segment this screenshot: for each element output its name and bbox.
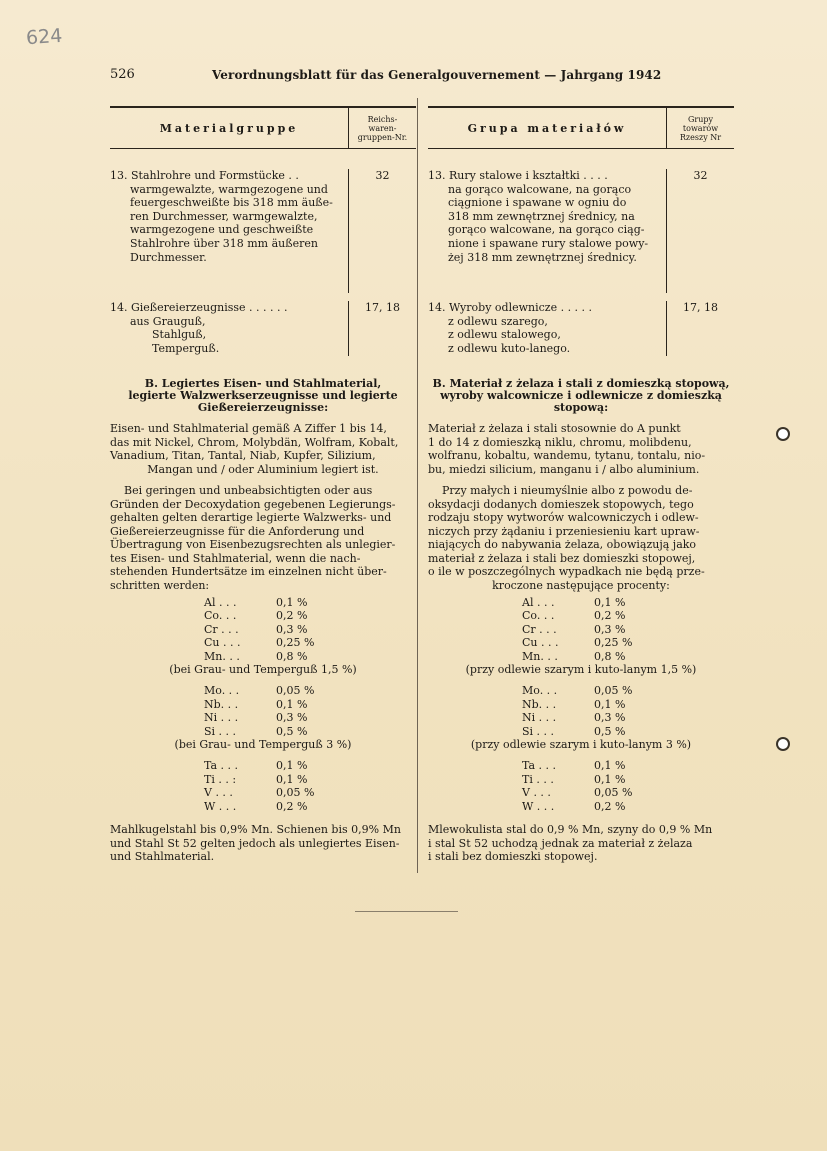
punch-hole (776, 427, 790, 441)
paragraph: Materiał z żelaza i stali stosownie do A punkt 1 do 14 z domieszką niklu, chromu, molibdenu, wolfranu, kobaltu, wandemu, tytanu, tontalu, nio- bu, miedzi silicium, manganu i / albo aluminium. (428, 422, 706, 476)
list-item: Cu . . . 0,25 % (522, 636, 633, 650)
list-item: V . . . 0,05 % (204, 786, 315, 800)
column-header-number: Reichs- waren- gruppen-Nr. (348, 108, 416, 148)
handwritten-page-note: 624 (25, 24, 63, 50)
list-item: Mn. . . 0,8 % (522, 649, 626, 663)
table-header (110, 108, 416, 149)
list-item: Ti . . : 0,1 % (204, 772, 308, 786)
group-number: 17, 18 (666, 301, 734, 356)
list-item: Si . . . 0,5 % (204, 724, 308, 738)
list-item: Ti . . . 0,1 % (522, 772, 626, 786)
list-item: Nb. . . 0,1 % (204, 697, 308, 711)
list-item: Co. . . 0,2 % (204, 609, 308, 623)
paragraph: Mlewokulista stal do 0,9 % Mn, szyny do 0,9 % Mn i stal St 52 uchodzą jednak za materiał z żelaza i stali bez domieszki stopowej. (428, 823, 713, 864)
column-divider (417, 98, 418, 873)
list-item: Ni . . . 0,3 % (204, 711, 308, 725)
list-item: Co. . . 0,2 % (522, 609, 626, 623)
list-item: Si . . . 0,5 % (522, 724, 626, 738)
table-row: 14. Wyroby odlewnicze . . . . . z odlewu szarego, z odlewu stalowego, z odlewu kuto-lanego. 17, 18 (428, 293, 734, 356)
table-row: 13. Stahlrohre und Formstücke . . warmgewalzte, warmgezogene und feuergeschweißte bis 318 mm äuße- ren Durchmesser, warmgewalzte, warmgezogene und geschweißte Stahlrohre über 318 mm äußeren Durchmesser. 32 (110, 149, 416, 293)
column-header-group: Grupa materiałów (467, 121, 627, 135)
alloy-note: (przy odlewie szarym i kuto-lanym 3 %) (470, 738, 692, 752)
list-item: Cr . . . 0,3 % (522, 622, 626, 636)
list-item: Ta . . . 0,1 % (204, 759, 308, 773)
group-number: 17, 18 (348, 301, 416, 356)
list-item: Ta . . . 0,1 % (522, 759, 626, 773)
running-title: Verordnungsblatt für das Generalgouvernement — Jahrgang 1942 (212, 68, 662, 82)
group-number: 32 (348, 169, 416, 293)
page-number: 526 (110, 67, 135, 82)
list-item: Ni . . . 0,3 % (522, 711, 626, 725)
column-header-group: Materialgruppe (159, 121, 299, 135)
section-b-right (428, 378, 734, 864)
list-item: V . . . 0,05 % (522, 786, 633, 800)
list-item: W . . . 0,2 % (204, 799, 308, 813)
table-right (428, 106, 734, 356)
table-row: 14. Gießereierzeugnisse . . . . . . aus Grauguß, Stahlguß, Temperguß. 17, 18 (110, 293, 416, 356)
list-item: W . . . 0,2 % (522, 799, 626, 813)
punch-hole (776, 737, 790, 751)
alloy-limit-list (110, 596, 416, 813)
alloy-limit-list (428, 596, 734, 813)
table-left (110, 106, 416, 356)
list-item: Nb. . . 0,1 % (522, 697, 626, 711)
section-title: B. Legiertes Eisen- und Stahlmaterial, legierte Walzwerkserzeugnisse und legierte Gießereierzeugnisse: (128, 377, 398, 414)
list-item: Cr . . . 0,3 % (204, 622, 308, 636)
group-number: 32 (666, 169, 734, 293)
list-item: Mo. . . 0,05 % (522, 684, 633, 698)
paragraph: Mahlkugelstahl bis 0,9% Mn. Schienen bis 0,9% Mn und Stahl St 52 gelten jedoch als unlegiertes Eisen- und Stahlmaterial. (110, 823, 401, 864)
list-item: Mn. . . 0,8 % (204, 649, 308, 663)
table-row: 13. Rury stalowe i kształtki . . . . na gorąco walcowane, na gorąco ciągnione i spawane w ogniu do 318 mm zewnętrznej średnicy, na gorąco walcowane, na gorąco ciąg- nione i spawane rury stalowe powy- żej 318 mm zewnętrznej średnicy. 32 (428, 149, 734, 293)
alloy-note: (bei Grau- und Temperguß 1,5 %) (169, 663, 357, 677)
list-item: Al . . . 0,1 % (522, 596, 626, 609)
paragraph: Bei geringen und unbeabsichtigten oder aus Gründen der Decoxydation gegebenen Legierungs- gehalten gelten derartige legierte Walzwerks- und Gießereierzeugnisse für die Anforderung und Übertragung von Eisenbezugsrechten als unlegier- tes Eisen- und Stahlmaterial, wenn die nach- stehenden Hundertsätze im einzelnen nicht über- schritten werden: (110, 484, 396, 592)
column-header-number: Grupy towarów Rzeszy Nr (666, 108, 734, 148)
paragraph: Eisen- und Stahlmaterial gemäß A Ziffer 1 bis 14, das mit Nickel, Chrom, Molybdän, Wolfram, Kobalt, Vanadium, Titan, Tantal, Niab, Kupfer, Silizium, Mangan und / oder Aluminium legiert ist. (110, 422, 399, 476)
section-b-left (110, 378, 416, 864)
paragraph: Przy małych i nieumyślnie albo z powodu de- oksydacji dodanych domieszek stopowych, tego rodzaju stopy wytworów walcowniczych i odlew- niczych przy żądaniu i przeniesieniu kart upraw- niających do nabywania żelaza, obowiązują jako materiał z żelaza i stali bez domieszki stopowej, o ile w poszczególnych wypadkach nie będą prze- kroczone następujące procenty: (428, 484, 705, 592)
list-item: Mo. . . 0,05 % (204, 684, 315, 698)
alloy-note: (przy odlewie szarym i kuto-lanym 1,5 %) (465, 663, 697, 677)
section-title: B. Materiał z żelaza i stali z domieszką stopową, wyroby walcownicze i odlewnicze z domieszką stopową: (432, 377, 730, 414)
closing-rule (355, 911, 458, 912)
table-header (428, 108, 734, 149)
list-item: Cu . . . 0,25 % (204, 636, 315, 650)
list-item: Al . . . 0,1 % (204, 596, 308, 609)
alloy-note: (bei Grau- und Temperguß 3 %) (174, 738, 352, 752)
